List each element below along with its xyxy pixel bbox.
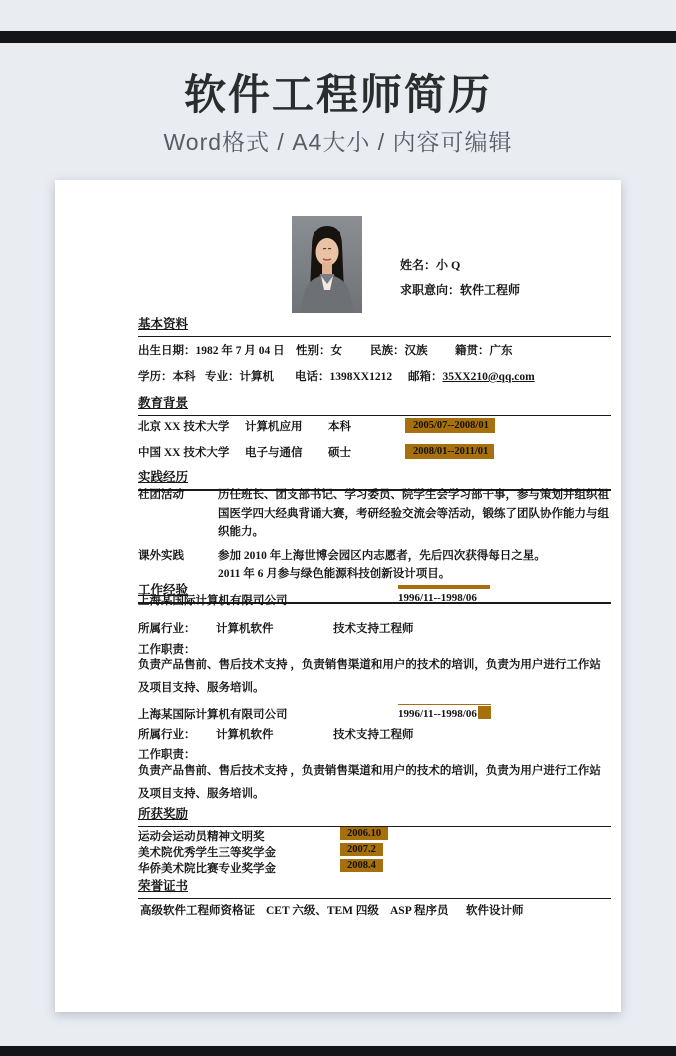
practice-label: 课外实践 <box>138 549 184 562</box>
intent-value: 软件工程师 <box>460 283 521 297</box>
school-name: 中国 XX 技术大学 <box>138 447 230 459</box>
intent-line <box>400 281 520 298</box>
portrait-illustration <box>292 216 362 313</box>
edu-degree: 本科 <box>328 421 351 433</box>
resume-page <box>55 180 621 1012</box>
award-date-highlight: 2006.10 <box>340 827 388 840</box>
name-value: 小 Q <box>436 258 461 272</box>
practice-text <box>218 547 611 584</box>
edu-degree: 硕士 <box>328 447 351 459</box>
certificate-item: ASP 程序员 <box>390 905 449 917</box>
resume-content: 姓名：小 Q 求职意向：软件工程师 基本资料 出生日期：1982 年 7 月 04 日 性别：女 民族：汉族 籍贯：广东 学历：本科 专业：计算机 电话：1398XX1212 邮箱：35XX210@qq.com 教育背景 北京 XX 技术大学 计算机应用 本科 2005/07--2008/01 中国 XX 技术大学 电子与通信 硕士 2008/01--2011/01 实践经历 社团活动 历任班长、团支部书记、学习委员、院学生会学习部干事，参与策划并组织祖国医学四大经典背诵大赛，考研经验交流会等活动，锻练了团队协作能力与组织能力。 课外实践 参加 2010 年上海世博会园区内志愿者，先后四次获得每日之星。 2011 年 6 月参与绿色能源科技创新设计项目。 工作经验 上海某国际计算机有限司公司 1996/11--1998/06 所属行业： 计算机软件 技术支持工程师 工作职责： 负责产品售前、售后技术支持 ，负责销售渠道和用户的技术的培训，负责为用户进行工作站及项目支持、服务培训。 上海某国际计算机有限司公司 1996/11--1998/06 所属行业： 计算机软件 技术支持工程师 工作职责： 负责产品售前、售后技术支持 ，负责销售渠道和用户的技术的培训，负责为用户进行工作站及项目支持、服务培训。 所获奖励 运动会运动员精神文明奖 2006.10 美术院优秀学生三等奖学金 2007.2 华侨美术院比赛专业奖学金 2008.4 荣誉证书 高级软件工程师资格证 CET 六级、TEM 四级 ASP 程序员 软件设计师 <box>138 180 611 1012</box>
section-header-awards: 所获奖励 <box>138 804 611 827</box>
practice-label: 社团活动 <box>138 489 184 501</box>
email-field: 邮箱：35XX210@qq.com <box>408 371 535 383</box>
award-row-3 <box>138 860 611 876</box>
award-date-highlight: 2008.4 <box>340 859 383 872</box>
practice-text: 历任班长、团支部书记、学习委员、院学生会学习部干事，参与策划并组织祖国医学四大经典背诵大赛，考研经验交流会等活动，锻练了团队协作能力与组织能力。 <box>218 489 609 538</box>
intent-label: 求职意向： <box>400 283 461 297</box>
edu-period-highlight: 2008/01--2011/01 <box>405 444 494 459</box>
gold-accent-bar <box>398 585 490 589</box>
job2-duty-text: 负责产品售前、售后技术支持 ，负责销售渠道和用户的技术的培训，负责为用户进行工作站及项目支持、服务培训。 <box>138 765 601 800</box>
practice-item-extracurricular <box>138 547 611 584</box>
edu-major: 计算机应用 <box>245 421 303 433</box>
job1-period: 1996/11--1998/06 <box>398 585 506 604</box>
school-name: 北京 XX 技术大学 <box>138 421 230 433</box>
award-name: 运动会运动员精神文明奖 <box>138 831 265 843</box>
industry-value: 计算机软件 <box>216 729 274 741</box>
company-name: 上海某国际计算机有限司公司 <box>138 709 288 721</box>
edu-period-highlight: 2005/07--2008/01 <box>405 418 495 433</box>
job1-company-row <box>138 592 611 608</box>
job1-duty-text: 负责产品售前、售后技术支持 ，负责销售渠道和用户的技术的培训，负责为用户进行工作站及项目支持、服务培训。 <box>138 659 601 694</box>
name-line <box>400 256 460 273</box>
practice-line-2: 2011 年 6 月参与绿色能源科技创新设计项目。 <box>218 568 451 580</box>
certificate-item: 高级软件工程师资格证 <box>140 905 255 917</box>
banner-subtitle: Word格式 / A4大小 / 内容可编辑 <box>163 129 513 155</box>
award-date-highlight: 2007.2 <box>340 843 383 856</box>
edu-major: 电子与通信 <box>245 447 303 459</box>
company-name: 上海某国际计算机有限司公司 <box>138 595 288 607</box>
award-row-1 <box>138 828 611 844</box>
ethnicity-field: 民族：汉族 <box>370 345 428 357</box>
section-header-basic-info: 基本资料 <box>138 314 611 337</box>
gender-field: 性别：女 <box>296 345 342 357</box>
phone-field: 电话：1398XX1212 <box>295 371 393 383</box>
industry-label: 所属行业： <box>138 623 196 635</box>
industry-label: 所属行业： <box>138 729 196 741</box>
practice-block <box>138 486 611 589</box>
award-name: 美术院优秀学生三等奖学金 <box>138 847 276 859</box>
job-title: 技术支持工程师 <box>333 729 414 741</box>
major-field: 专业：计算机 <box>205 371 274 383</box>
top-dark-bar <box>0 31 676 43</box>
award-name: 华侨美术院比赛专业奖学金 <box>138 863 276 875</box>
practice-item-club <box>138 486 611 542</box>
section-header-practice: 实践经历 <box>138 467 611 491</box>
award-row-2 <box>138 844 611 860</box>
job2-company-row <box>138 706 611 722</box>
bottom-dark-bar <box>0 1046 676 1056</box>
job-title: 技术支持工程师 <box>333 623 414 635</box>
certificate-item: 软件设计师 <box>466 905 524 917</box>
certificate-item: CET 六级、TEM 四级 <box>266 905 379 917</box>
gold-accent-block <box>478 706 491 719</box>
section-header-education: 教育背景 <box>138 393 611 416</box>
birth-field: 出生日期：1982 年 7 月 04 日 <box>138 345 285 357</box>
section-header-work: 工作经验 <box>138 580 611 604</box>
banner-title: 软件工程师简历 <box>183 71 492 118</box>
section-header-certificates: 荣誉证书 <box>138 876 611 899</box>
degree-field: 学历：本科 <box>138 371 196 383</box>
practice-line-1: 参加 2010 年上海世博会园区内志愿者，先后四次获得每日之星。 <box>218 549 546 562</box>
hometown-field: 籍贯：广东 <box>455 345 513 357</box>
email-link[interactable]: 35XX210@qq.com <box>442 371 535 383</box>
name-label: 姓名： <box>400 258 437 272</box>
profile-photo <box>292 216 362 313</box>
job2-period: 1996/11--1998/06 <box>398 704 491 720</box>
industry-value: 计算机软件 <box>216 623 274 635</box>
